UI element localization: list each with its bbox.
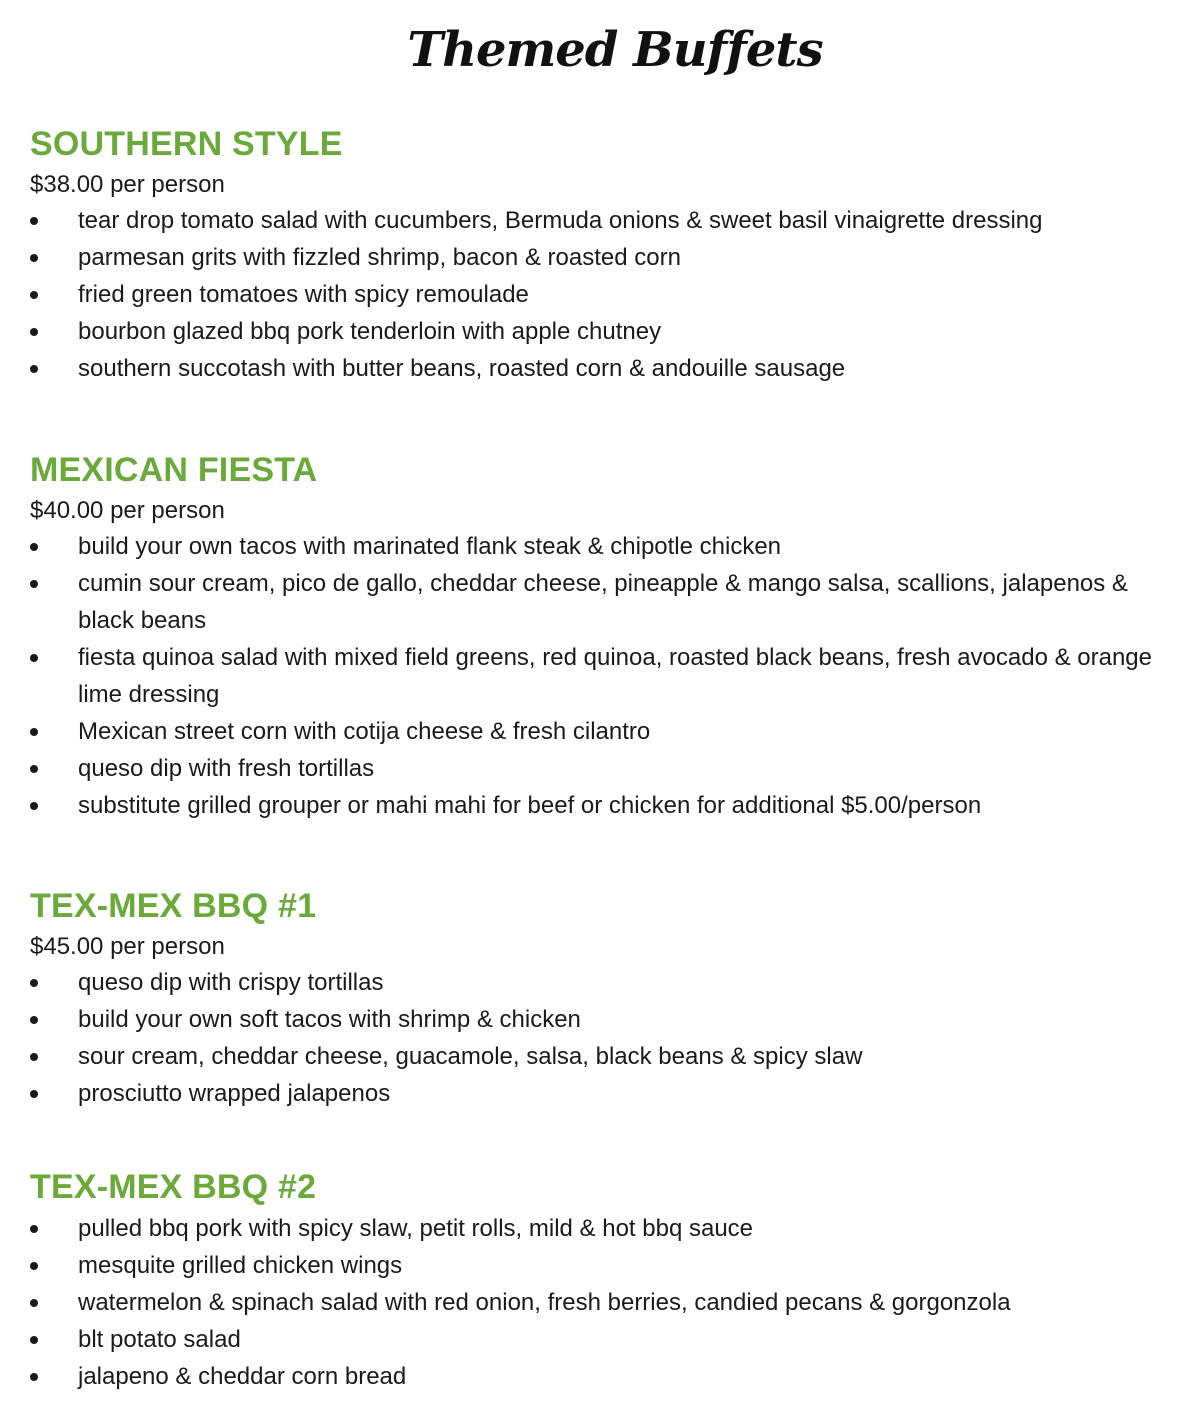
item-text: Mexican street corn with cotija cheese & fresh cilantro xyxy=(78,718,651,745)
item-text: queso dip with fresh tortillas xyxy=(78,755,375,782)
item-text: tear drop tomato salad with cucumbers, Bermuda onions & sweet basil vinaigrette dressing xyxy=(78,207,1043,234)
list-item xyxy=(30,1284,1190,1321)
item-text: fiesta quinoa salad with mixed field greens, red quinoa, roasted black beans, fresh avocado & orange lime dressing xyxy=(78,644,1152,708)
list-item xyxy=(30,713,1190,750)
section-heading: TEX-MEX BBQ #2 xyxy=(30,1168,317,1206)
item-text: fried green tomatoes with spicy remoulade xyxy=(78,281,529,308)
item-text: blt potato salad xyxy=(78,1326,241,1353)
section-heading: TEX-MEX BBQ #1 xyxy=(30,887,317,925)
bullet-icon xyxy=(30,1336,38,1344)
item-text: pulled bbq pork with spicy slaw, petit rolls, mild & hot bbq sauce xyxy=(78,1215,754,1242)
bullet-icon xyxy=(30,728,38,736)
bullet-icon xyxy=(30,580,38,588)
bullet-icon xyxy=(30,217,38,225)
item-text: queso dip with crispy tortillas xyxy=(78,969,384,996)
list-item xyxy=(30,239,1190,276)
price: $45.00 per person xyxy=(30,933,225,960)
bullet-icon xyxy=(30,365,38,373)
item-text: build your own soft tacos with shrimp & chicken xyxy=(78,1006,581,1033)
item-text: build your own tacos with marinated flank steak & chipotle chicken xyxy=(78,533,782,560)
list-item xyxy=(30,1247,1190,1284)
list-item xyxy=(30,1321,1190,1358)
list-item xyxy=(30,639,1190,713)
item-list xyxy=(30,202,1190,387)
item-list xyxy=(30,528,1190,824)
bullet-icon xyxy=(30,254,38,262)
bullet-icon xyxy=(30,1053,38,1061)
section-tex-mex-bbq-2 xyxy=(30,1167,1190,1395)
bullet-icon xyxy=(30,1373,38,1381)
item-text: prosciutto wrapped jalapenos xyxy=(78,1080,391,1107)
item-text: sour cream, cheddar cheese, guacamole, salsa, black beans & spicy slaw xyxy=(78,1043,863,1070)
price: $38.00 per person xyxy=(30,171,225,198)
bullet-icon xyxy=(30,979,38,987)
bullet-icon xyxy=(30,765,38,773)
list-item xyxy=(30,1001,1190,1038)
bullet-icon xyxy=(30,654,38,662)
bullet-icon xyxy=(30,1016,38,1024)
section-heading: SOUTHERN STYLE xyxy=(30,125,343,163)
item-text: jalapeno & cheddar corn bread xyxy=(78,1363,407,1390)
bullet-icon xyxy=(30,1299,38,1307)
bullet-icon xyxy=(30,1262,38,1270)
bullet-icon xyxy=(30,802,38,810)
item-text: parmesan grits with fizzled shrimp, bacon & roasted corn xyxy=(78,244,681,271)
section-southern-style xyxy=(30,124,1190,387)
section-mexican-fiesta xyxy=(30,450,1190,824)
bullet-icon xyxy=(30,1225,38,1233)
item-text: substitute grilled grouper or mahi mahi for beef or chicken for additional $5.00/person xyxy=(78,792,982,819)
list-item xyxy=(30,1075,1190,1112)
price: $40.00 per person xyxy=(30,497,225,524)
list-item xyxy=(30,276,1190,313)
list-item xyxy=(30,1210,1190,1247)
bullet-icon xyxy=(30,328,38,336)
item-text: bourbon glazed bbq pork tenderloin with apple chutney xyxy=(78,318,662,345)
bullet-icon xyxy=(30,1090,38,1098)
page-title: Themed Buffets xyxy=(407,22,823,78)
list-item xyxy=(30,528,1190,565)
list-item xyxy=(30,202,1190,239)
item-text: cumin sour cream, pico de gallo, cheddar cheese, pineapple & mango salsa, scallions, jalapenos & black beans xyxy=(78,570,1128,634)
section-tex-mex-bbq-1 xyxy=(30,886,1190,1112)
list-item xyxy=(30,350,1190,387)
item-text: southern succotash with butter beans, roasted corn & andouille sausage xyxy=(78,355,846,382)
item-list xyxy=(30,1210,1190,1395)
item-text: watermelon & spinach salad with red onion, fresh berries, candied pecans & gorgonzola xyxy=(78,1289,1011,1316)
bullet-icon xyxy=(30,291,38,299)
list-item xyxy=(30,313,1190,350)
list-item xyxy=(30,750,1190,787)
list-item xyxy=(30,1358,1190,1395)
item-list xyxy=(30,964,1190,1112)
list-item xyxy=(30,565,1190,639)
section-heading: MEXICAN FIESTA xyxy=(30,451,318,489)
item-text: mesquite grilled chicken wings xyxy=(78,1252,403,1279)
list-item xyxy=(30,1038,1190,1075)
bullet-icon xyxy=(30,543,38,551)
list-item xyxy=(30,964,1190,1001)
list-item xyxy=(30,787,1190,824)
